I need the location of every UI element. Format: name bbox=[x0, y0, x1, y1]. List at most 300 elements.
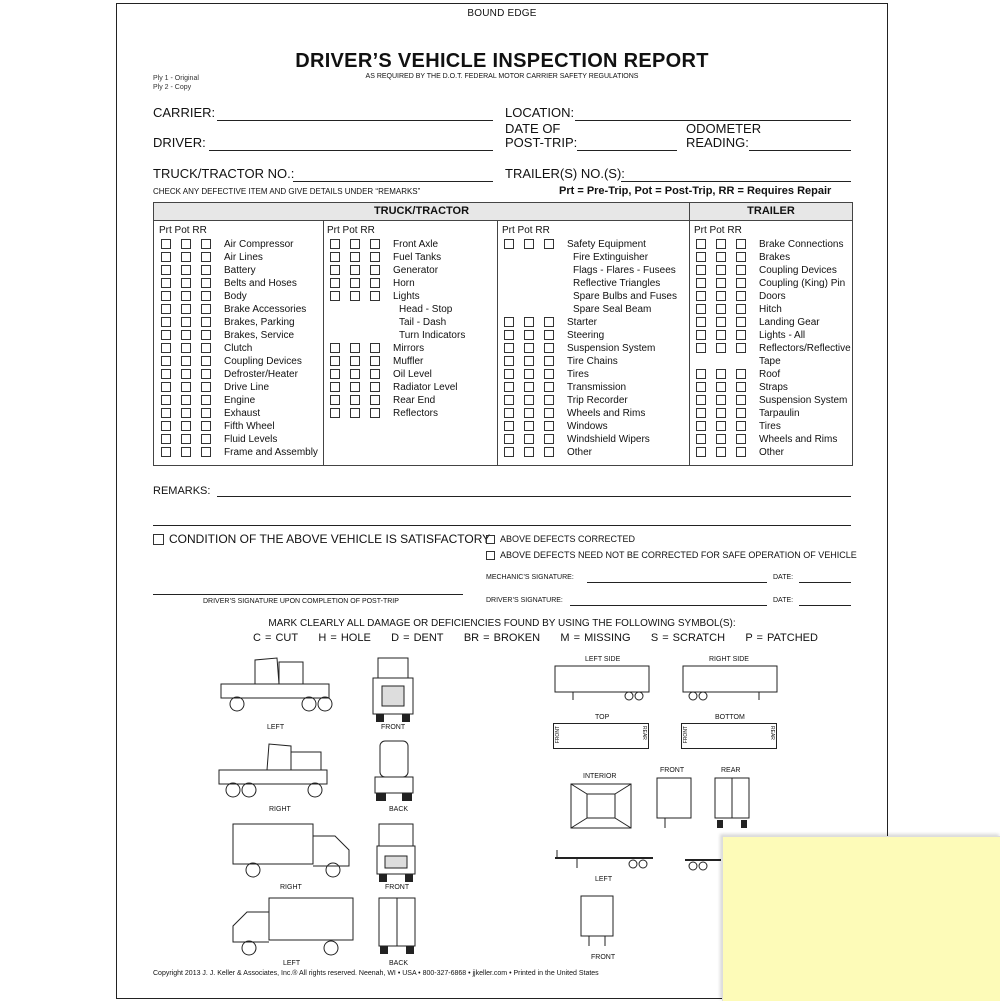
pot-checkbox[interactable] bbox=[181, 252, 191, 262]
pot-checkbox[interactable] bbox=[716, 369, 726, 379]
prt-checkbox[interactable] bbox=[504, 356, 514, 366]
prt-checkbox[interactable] bbox=[330, 369, 340, 379]
rr-checkbox[interactable] bbox=[544, 317, 554, 327]
prt-checkbox[interactable] bbox=[330, 395, 340, 405]
fig-label-bottom: BOTTOM bbox=[715, 714, 745, 721]
trailer-no-field[interactable] bbox=[621, 181, 851, 182]
rr-checkbox[interactable] bbox=[736, 291, 746, 301]
checklist-item bbox=[504, 446, 592, 459]
checkbox-group bbox=[330, 277, 393, 290]
checklist-item bbox=[330, 251, 441, 264]
checklist-item bbox=[696, 342, 851, 355]
checklist-item bbox=[330, 264, 438, 277]
fig-label-trailer-rear: REAR bbox=[721, 767, 741, 774]
checkbox-group bbox=[161, 342, 224, 355]
trailer-interior-diagram bbox=[569, 782, 633, 832]
pot-checkbox[interactable] bbox=[350, 395, 360, 405]
checkbox-group bbox=[161, 433, 224, 446]
mechanic-date-field[interactable] bbox=[799, 582, 851, 583]
rr-checkbox[interactable] bbox=[544, 330, 554, 340]
prt-checkbox[interactable] bbox=[696, 265, 706, 275]
checkbox-group bbox=[161, 277, 224, 290]
flatbed-right-diagram bbox=[683, 850, 723, 876]
fig-label-front: FRONT bbox=[381, 724, 406, 731]
prt-checkbox[interactable] bbox=[696, 395, 706, 405]
satisfactory-row bbox=[153, 532, 490, 546]
checklist-item bbox=[696, 420, 781, 433]
prt-checkbox[interactable] bbox=[696, 239, 706, 249]
rr-checkbox[interactable] bbox=[370, 395, 380, 405]
checklist-item-label: Coupling Devices bbox=[224, 356, 302, 367]
rr-checkbox[interactable] bbox=[544, 434, 554, 444]
prt-checkbox[interactable] bbox=[696, 291, 706, 301]
rr-checkbox[interactable] bbox=[736, 369, 746, 379]
checklist-item-label: Brake Accessories bbox=[224, 304, 307, 315]
checkbox-group bbox=[504, 420, 567, 433]
prt-checkbox[interactable] bbox=[161, 304, 171, 314]
driver-field[interactable] bbox=[209, 150, 493, 151]
checkbox-group bbox=[696, 394, 759, 407]
checklist-item-label: Flags - Flares - Fusees bbox=[573, 265, 676, 276]
checklist-item bbox=[161, 290, 247, 303]
prt-checkbox[interactable] bbox=[696, 408, 706, 418]
checklist-item-label: Horn bbox=[393, 278, 415, 289]
prt-checkbox[interactable] bbox=[161, 239, 171, 249]
prt-checkbox[interactable] bbox=[696, 434, 706, 444]
not-corrected-label: ABOVE DEFECTS NEED NOT BE CORRECTED FOR SAFE OPERATION OF VEHICLE bbox=[500, 550, 857, 560]
pot-checkbox[interactable] bbox=[716, 447, 726, 457]
prt-checkbox[interactable] bbox=[504, 447, 514, 457]
checklist-item bbox=[504, 433, 650, 446]
odometer-field[interactable] bbox=[749, 150, 851, 151]
not-corrected-row bbox=[486, 550, 857, 560]
prt-checkbox[interactable] bbox=[161, 343, 171, 353]
remarks-field-2[interactable] bbox=[153, 525, 851, 526]
carrier-field[interactable] bbox=[217, 120, 493, 121]
pot-checkbox[interactable] bbox=[716, 434, 726, 444]
prt-checkbox[interactable] bbox=[161, 395, 171, 405]
front-tag: FRONT bbox=[555, 726, 561, 744]
box-truck-front-diagram bbox=[375, 822, 417, 884]
box-truck-back-diagram bbox=[377, 896, 417, 958]
rr-checkbox[interactable] bbox=[201, 382, 211, 392]
prt-checkbox[interactable] bbox=[161, 265, 171, 275]
prt-checkbox[interactable] bbox=[161, 447, 171, 457]
checkbox-group bbox=[161, 264, 224, 277]
pot-checkbox[interactable] bbox=[181, 343, 191, 353]
checklist-item-label: Air Lines bbox=[224, 252, 263, 263]
checkbox-group bbox=[330, 238, 393, 251]
prt-checkbox[interactable] bbox=[696, 278, 706, 288]
prt-checkbox[interactable] bbox=[161, 291, 171, 301]
mechanic-sig-field[interactable] bbox=[587, 582, 767, 583]
rr-checkbox[interactable] bbox=[201, 447, 211, 457]
pot-checkbox[interactable] bbox=[181, 369, 191, 379]
pot-checkbox[interactable] bbox=[181, 395, 191, 405]
checkbox-group bbox=[161, 290, 224, 303]
driver-sig-field[interactable] bbox=[570, 605, 767, 606]
checkbox-group bbox=[696, 329, 759, 342]
truck-tractor-header: TRUCK/TRACTOR bbox=[154, 203, 689, 221]
checklist-item bbox=[504, 264, 676, 277]
rr-checkbox[interactable] bbox=[201, 434, 211, 444]
pot-checkbox[interactable] bbox=[524, 239, 534, 249]
rr-checkbox[interactable] bbox=[544, 239, 554, 249]
prt-checkbox[interactable] bbox=[504, 239, 514, 249]
pot-checkbox[interactable] bbox=[350, 239, 360, 249]
pot-checkbox[interactable] bbox=[350, 278, 360, 288]
tractor-front-diagram bbox=[370, 654, 416, 724]
pot-checkbox[interactable] bbox=[181, 239, 191, 249]
prt-checkbox[interactable] bbox=[504, 330, 514, 340]
ply-2-label: Ply 2 - Copy bbox=[153, 84, 192, 91]
corrected-checkbox[interactable] bbox=[486, 535, 495, 544]
trailer-rear-diagram bbox=[713, 776, 753, 832]
prt-checkbox[interactable] bbox=[696, 447, 706, 457]
pot-checkbox[interactable] bbox=[350, 408, 360, 418]
rr-checkbox[interactable] bbox=[201, 330, 211, 340]
rr-checkbox[interactable] bbox=[736, 278, 746, 288]
pot-checkbox[interactable] bbox=[350, 265, 360, 275]
rr-checkbox[interactable] bbox=[370, 278, 380, 288]
pot-checkbox[interactable] bbox=[716, 278, 726, 288]
column-divider bbox=[323, 221, 324, 465]
pot-checkbox[interactable] bbox=[350, 252, 360, 262]
pot-checkbox[interactable] bbox=[716, 343, 726, 353]
checkbox-group bbox=[161, 329, 224, 342]
checklist-item-label: Exhaust bbox=[224, 408, 261, 419]
truck-no-field[interactable] bbox=[293, 181, 493, 182]
form-subtitle: AS REQUIRED BY THE D.O.T. FEDERAL MOTOR CARRIER SAFETY REGULATIONS bbox=[365, 73, 639, 80]
checkbox-group bbox=[696, 420, 759, 433]
fig-label-interior: INTERIOR bbox=[583, 773, 617, 780]
checklist-item-label: Body bbox=[224, 291, 247, 302]
satisfactory-label: CONDITION OF THE ABOVE VEHICLE IS SATISFACTORY bbox=[169, 532, 491, 546]
pot-checkbox[interactable] bbox=[181, 317, 191, 327]
trailer-no-label: TRAILER(S) NO.(S): bbox=[505, 166, 625, 181]
rr-checkbox[interactable] bbox=[201, 356, 211, 366]
checklist-item-label: Spare Bulbs and Fuses bbox=[573, 291, 677, 302]
prt-checkbox[interactable] bbox=[330, 343, 340, 353]
checkbox-group bbox=[330, 394, 393, 407]
rr-checkbox[interactable] bbox=[370, 369, 380, 379]
pot-checkbox[interactable] bbox=[524, 447, 534, 457]
prt-checkbox[interactable] bbox=[161, 317, 171, 327]
checklist-item-label: Tape bbox=[759, 356, 781, 367]
checklist-item bbox=[330, 368, 432, 381]
pot-checkbox[interactable] bbox=[181, 434, 191, 444]
rr-checkbox[interactable] bbox=[544, 356, 554, 366]
fig-label-flatbed-front: FRONT bbox=[591, 954, 616, 961]
pot-checkbox[interactable] bbox=[524, 408, 534, 418]
prt-checkbox[interactable] bbox=[696, 382, 706, 392]
trailer-left-side-diagram bbox=[553, 664, 653, 704]
rr-checkbox[interactable] bbox=[201, 291, 211, 301]
driver-date-field[interactable] bbox=[799, 605, 851, 606]
prt-checkbox[interactable] bbox=[504, 434, 514, 444]
prt-checkbox[interactable] bbox=[696, 317, 706, 327]
checklist-item-label: Doors bbox=[759, 291, 786, 302]
rr-checkbox[interactable] bbox=[736, 408, 746, 418]
checkbox-group bbox=[161, 420, 224, 433]
satisfactory-checkbox[interactable] bbox=[153, 534, 164, 545]
rr-checkbox[interactable] bbox=[201, 304, 211, 314]
rr-checkbox[interactable] bbox=[370, 265, 380, 275]
rr-checkbox[interactable] bbox=[201, 369, 211, 379]
rr-checkbox[interactable] bbox=[736, 265, 746, 275]
checklist-item-label: Reflectors/Reflective bbox=[759, 343, 851, 354]
checklist-item-label: Lights bbox=[393, 291, 420, 302]
checkbox-group bbox=[330, 342, 393, 355]
remarks-field-1[interactable] bbox=[217, 496, 851, 497]
checklist-item bbox=[696, 264, 837, 277]
trailer-right-side-diagram bbox=[681, 664, 781, 704]
column-header: Prt Pot RR bbox=[502, 225, 550, 236]
pot-checkbox[interactable] bbox=[524, 317, 534, 327]
pot-checkbox[interactable] bbox=[716, 382, 726, 392]
prt-checkbox[interactable] bbox=[696, 369, 706, 379]
rr-checkbox[interactable] bbox=[544, 343, 554, 353]
pot-checkbox[interactable] bbox=[181, 304, 191, 314]
prt-checkbox[interactable] bbox=[696, 330, 706, 340]
fig-label-right: RIGHT bbox=[269, 806, 291, 813]
pot-checkbox[interactable] bbox=[716, 239, 726, 249]
checklist-item-label: Fluid Levels bbox=[224, 434, 278, 445]
checklist-item bbox=[161, 433, 277, 446]
symbol-scratch: S = SCRATCH bbox=[650, 632, 726, 644]
prt-checkbox[interactable] bbox=[330, 291, 340, 301]
prt-checkbox[interactable] bbox=[504, 421, 514, 431]
pot-checkbox[interactable] bbox=[181, 291, 191, 301]
pot-checkbox[interactable] bbox=[524, 343, 534, 353]
rr-checkbox[interactable] bbox=[736, 304, 746, 314]
pot-checkbox[interactable] bbox=[181, 265, 191, 275]
checklist-item bbox=[696, 368, 780, 381]
pot-checkbox[interactable] bbox=[350, 382, 360, 392]
checklist-item bbox=[504, 368, 589, 381]
pot-checkbox[interactable] bbox=[524, 434, 534, 444]
checklist-item-label: Tarpaulin bbox=[759, 408, 800, 419]
rear-tag: REAR bbox=[769, 726, 775, 740]
checklist-item-label: Other bbox=[759, 447, 785, 458]
prt-checkbox[interactable] bbox=[696, 421, 706, 431]
prt-checkbox[interactable] bbox=[330, 382, 340, 392]
prt-checkbox[interactable] bbox=[696, 304, 706, 314]
prt-checkbox[interactable] bbox=[161, 278, 171, 288]
prt-checkbox[interactable] bbox=[161, 382, 171, 392]
prt-checkbox[interactable] bbox=[161, 356, 171, 366]
checklist-item bbox=[161, 251, 263, 264]
prt-checkbox[interactable] bbox=[161, 252, 171, 262]
checklist-item-label: Radiator Level bbox=[393, 382, 458, 393]
rr-checkbox[interactable] bbox=[736, 239, 746, 249]
pot-checkbox[interactable] bbox=[181, 421, 191, 431]
column-divider bbox=[497, 221, 498, 465]
bound-edge-label: BOUND EDGE bbox=[467, 8, 537, 19]
rr-checkbox[interactable] bbox=[201, 395, 211, 405]
rr-checkbox[interactable] bbox=[736, 447, 746, 457]
rr-checkbox[interactable] bbox=[544, 369, 554, 379]
prt-checkbox[interactable] bbox=[161, 369, 171, 379]
prt-checkbox[interactable] bbox=[504, 317, 514, 327]
pot-checkbox[interactable] bbox=[350, 356, 360, 366]
rr-checkbox[interactable] bbox=[370, 252, 380, 262]
checklist-item bbox=[161, 303, 306, 316]
pot-checkbox[interactable] bbox=[181, 382, 191, 392]
pot-checkbox[interactable] bbox=[524, 369, 534, 379]
checklist-item bbox=[696, 446, 784, 459]
pot-checkbox[interactable] bbox=[524, 330, 534, 340]
checklist-item-label: Drive Line bbox=[224, 382, 270, 393]
checklist-item-label: Windows bbox=[567, 421, 608, 432]
rr-checkbox[interactable] bbox=[370, 408, 380, 418]
pot-checkbox[interactable] bbox=[716, 304, 726, 314]
checklist-item-label: Rear End bbox=[393, 395, 436, 406]
checklist-item bbox=[161, 381, 269, 394]
pot-checkbox[interactable] bbox=[181, 447, 191, 457]
rr-checkbox[interactable] bbox=[201, 408, 211, 418]
fig-label-top: TOP bbox=[595, 714, 610, 721]
driver-post-trip-sig-field[interactable] bbox=[153, 594, 463, 595]
prt-checkbox[interactable] bbox=[696, 343, 706, 353]
rr-checkbox[interactable] bbox=[201, 421, 211, 431]
not-corrected-checkbox[interactable] bbox=[486, 551, 495, 560]
pot-checkbox[interactable] bbox=[716, 395, 726, 405]
rr-checkbox[interactable] bbox=[544, 395, 554, 405]
rr-checkbox[interactable] bbox=[201, 239, 211, 249]
checkbox-group bbox=[504, 238, 567, 251]
rr-checkbox[interactable] bbox=[370, 291, 380, 301]
checkbox-group bbox=[696, 368, 759, 381]
prt-checkbox[interactable] bbox=[161, 421, 171, 431]
rr-checkbox[interactable] bbox=[370, 356, 380, 366]
pot-checkbox[interactable] bbox=[181, 278, 191, 288]
prt-checkbox[interactable] bbox=[330, 278, 340, 288]
pot-checkbox[interactable] bbox=[716, 421, 726, 431]
pot-checkbox[interactable] bbox=[350, 343, 360, 353]
checklist-item bbox=[504, 342, 655, 355]
rr-checkbox[interactable] bbox=[201, 278, 211, 288]
rr-checkbox[interactable] bbox=[201, 265, 211, 275]
pot-checkbox[interactable] bbox=[524, 356, 534, 366]
prt-checkbox[interactable] bbox=[330, 239, 340, 249]
prt-checkbox[interactable] bbox=[504, 408, 514, 418]
checkbox-group bbox=[161, 381, 224, 394]
checklist-item bbox=[161, 277, 297, 290]
checklist-item-label: Wheels and Rims bbox=[567, 408, 646, 419]
checklist-item bbox=[161, 446, 318, 459]
prt-checkbox[interactable] bbox=[504, 369, 514, 379]
rr-checkbox[interactable] bbox=[736, 421, 746, 431]
pot-checkbox[interactable] bbox=[181, 408, 191, 418]
checkbox-group bbox=[330, 264, 393, 277]
pot-checkbox[interactable] bbox=[350, 291, 360, 301]
checklist-item-label: Tires bbox=[759, 421, 781, 432]
checklist-item-label: Brakes bbox=[759, 252, 791, 263]
checkbox-group bbox=[330, 368, 393, 381]
pot-checkbox[interactable] bbox=[716, 265, 726, 275]
carrier-label: CARRIER: bbox=[153, 105, 216, 120]
prt-checkbox[interactable] bbox=[330, 356, 340, 366]
rr-checkbox[interactable] bbox=[370, 239, 380, 249]
pot-checkbox[interactable] bbox=[524, 421, 534, 431]
rr-checkbox[interactable] bbox=[544, 421, 554, 431]
rr-checkbox[interactable] bbox=[736, 330, 746, 340]
checkbox-group bbox=[696, 381, 759, 394]
damage-instruction: MARK CLEARLY ALL DAMAGE OR DEFICIENCIES FOUND BY USING THE FOLLOWING SYMBOL(S): bbox=[268, 618, 736, 629]
prt-checkbox[interactable] bbox=[161, 330, 171, 340]
tractor-right-diagram bbox=[215, 740, 355, 804]
prt-checkbox[interactable] bbox=[330, 265, 340, 275]
checkbox-group bbox=[504, 316, 567, 329]
checklist-item bbox=[161, 420, 275, 433]
prt-checkbox[interactable] bbox=[161, 434, 171, 444]
pot-checkbox[interactable] bbox=[716, 330, 726, 340]
prt-checkbox[interactable] bbox=[504, 382, 514, 392]
prt-checkbox[interactable] bbox=[161, 408, 171, 418]
rr-checkbox[interactable] bbox=[544, 408, 554, 418]
rr-checkbox[interactable] bbox=[201, 252, 211, 262]
rr-checkbox[interactable] bbox=[736, 343, 746, 353]
prt-checkbox[interactable] bbox=[696, 252, 706, 262]
checklist-item bbox=[696, 251, 790, 264]
pot-checkbox[interactable] bbox=[350, 369, 360, 379]
rr-checkbox[interactable] bbox=[544, 447, 554, 457]
fig-label-back-2: BACK bbox=[389, 960, 409, 967]
checklist-item bbox=[330, 303, 452, 316]
checkbox-group bbox=[696, 446, 759, 459]
checklist-item-label: Fuel Tanks bbox=[393, 252, 442, 263]
checklist-item bbox=[161, 316, 295, 329]
pot-checkbox[interactable] bbox=[181, 356, 191, 366]
rr-checkbox[interactable] bbox=[370, 343, 380, 353]
pot-checkbox[interactable] bbox=[716, 252, 726, 262]
check-instruction: CHECK ANY DEFECTIVE ITEM AND GIVE DETAILS UNDER “REMARKS” bbox=[153, 187, 421, 196]
pot-checkbox[interactable] bbox=[181, 330, 191, 340]
checklist-item bbox=[504, 251, 648, 264]
rr-checkbox[interactable] bbox=[201, 317, 211, 327]
rr-checkbox[interactable] bbox=[370, 382, 380, 392]
rr-checkbox[interactable] bbox=[736, 395, 746, 405]
post-trip-date-field[interactable] bbox=[577, 150, 677, 151]
checklist-item bbox=[504, 420, 608, 433]
rr-checkbox[interactable] bbox=[736, 317, 746, 327]
trailer-header: TRAILER bbox=[690, 203, 852, 221]
checklist-item-label: Suspension System bbox=[567, 343, 656, 354]
pot-checkbox[interactable] bbox=[716, 291, 726, 301]
prt-checkbox[interactable] bbox=[330, 252, 340, 262]
trailer-bottom-diagram bbox=[681, 723, 777, 749]
pot-checkbox[interactable] bbox=[716, 408, 726, 418]
pot-checkbox[interactable] bbox=[524, 382, 534, 392]
ply-1-label: Ply 1 - Original bbox=[153, 75, 199, 82]
rr-checkbox[interactable] bbox=[736, 252, 746, 262]
pot-checkbox[interactable] bbox=[716, 317, 726, 327]
rr-checkbox[interactable] bbox=[736, 434, 746, 444]
flatbed-front-diagram bbox=[579, 894, 619, 952]
checklist-item-label: Spare Seal Beam bbox=[573, 304, 652, 315]
prt-checkbox[interactable] bbox=[330, 408, 340, 418]
checkbox-group bbox=[330, 355, 393, 368]
checklist-item bbox=[696, 407, 800, 420]
rr-checkbox[interactable] bbox=[544, 382, 554, 392]
rr-checkbox[interactable] bbox=[201, 343, 211, 353]
pot-checkbox[interactable] bbox=[524, 395, 534, 405]
prt-checkbox[interactable] bbox=[504, 395, 514, 405]
rr-checkbox[interactable] bbox=[736, 382, 746, 392]
prt-checkbox[interactable] bbox=[504, 343, 514, 353]
fig-label-trailer-front: FRONT bbox=[660, 767, 685, 774]
